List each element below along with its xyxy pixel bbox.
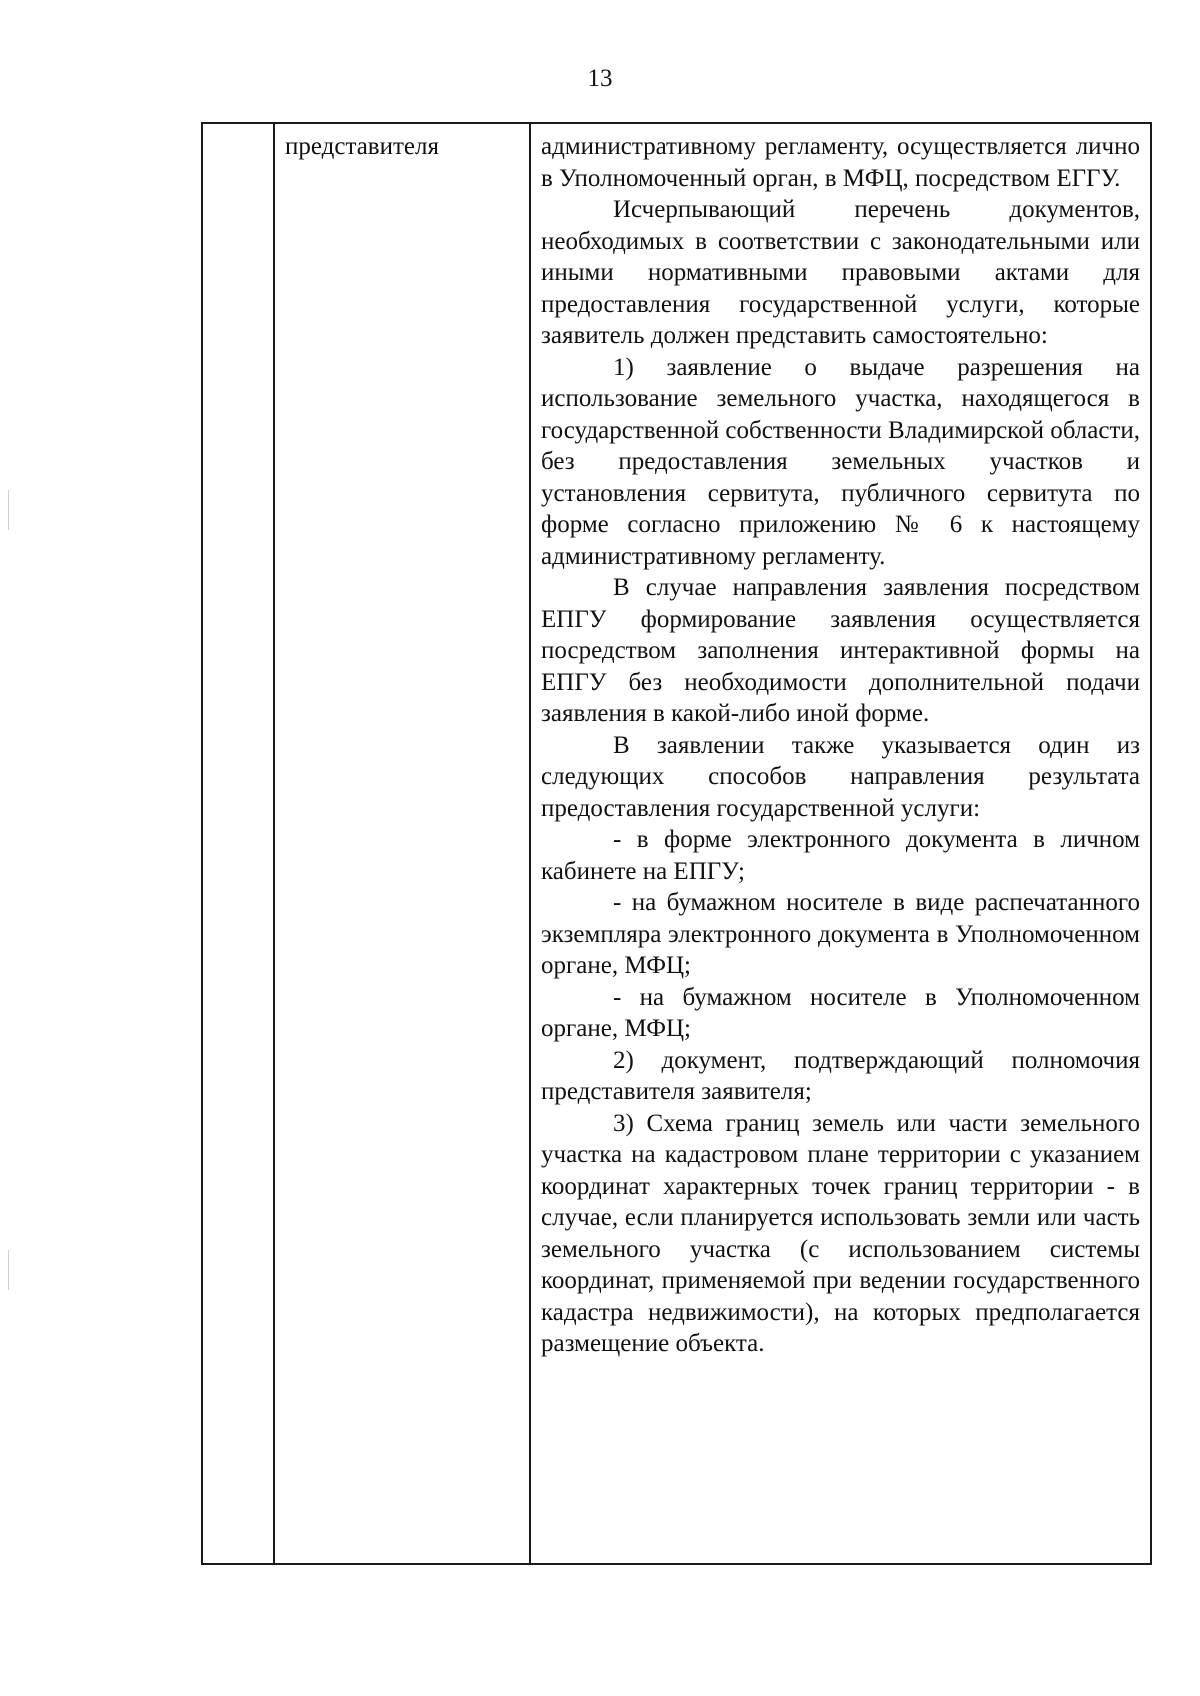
paragraph: 1) заявление о выдаче разрешения на использование земельного участка, находящегося в государственной собственности Владимирской области, без предоставления земельных участков и установления сервитута, публичного сервитута по форме согласно приложению № 6 к настоящему административному регламенту. <box>541 353 1141 570</box>
paragraph: Исчерпывающий перечень документов, необходимых в соответствии с законодательными или иными нормативными правовыми актами для предоставления государственной услуги, которые заявитель должен представить самостоятельно: <box>541 196 1140 349</box>
document-table <box>201 122 1152 1565</box>
page-number: 13 <box>587 65 613 92</box>
list-item: 3) Схема границ земель или части земельного участка на кадастровом плане территории с указанием координат характерных точек границ территории - в случае, если планируется использовать земли или часть земельного участка (с использованием системы координат, применяемой при ведении государственного кадастра недвижимости), на которых предполагается размещение объекта. <box>541 1109 1140 1357</box>
table-row <box>202 123 1151 1564</box>
list-item: - в форме электронного документа в личном кабинете на ЕПГУ; <box>541 826 1140 885</box>
list-item: - на бумажном носителе в виде распечатанного экземпляра электронного документа в Уполномоченном органе, МФЦ; <box>541 889 1140 979</box>
table-cell-content <box>530 123 1151 1564</box>
list-item: - на бумажном носителе в Уполномоченном органе, МФЦ; <box>541 983 1140 1042</box>
table-cell-empty <box>202 123 274 1564</box>
scan-artifact-line <box>8 490 9 530</box>
table-cell-label: представителя <box>274 123 530 1564</box>
list-item: 2) документ, подтверждающий полномочия представителя заявителя; <box>541 1046 1140 1105</box>
paragraph: В заявлении также указывается один из следующих способов направления результата предоставления государственной услуги: <box>541 731 1140 822</box>
scan-artifact-line <box>8 1250 9 1290</box>
paragraph: административному регламенту, осуществляется лично в Уполномоченный орган, в МФЦ, посредством ЕГГУ. <box>541 133 1140 192</box>
paragraph: В случае направления заявления посредством ЕПГУ формирование заявления осуществляется посредством заполнения интерактивной формы на ЕПГУ без необходимости дополнительной подачи заявления в какой-либо иной форме. <box>541 574 1140 727</box>
